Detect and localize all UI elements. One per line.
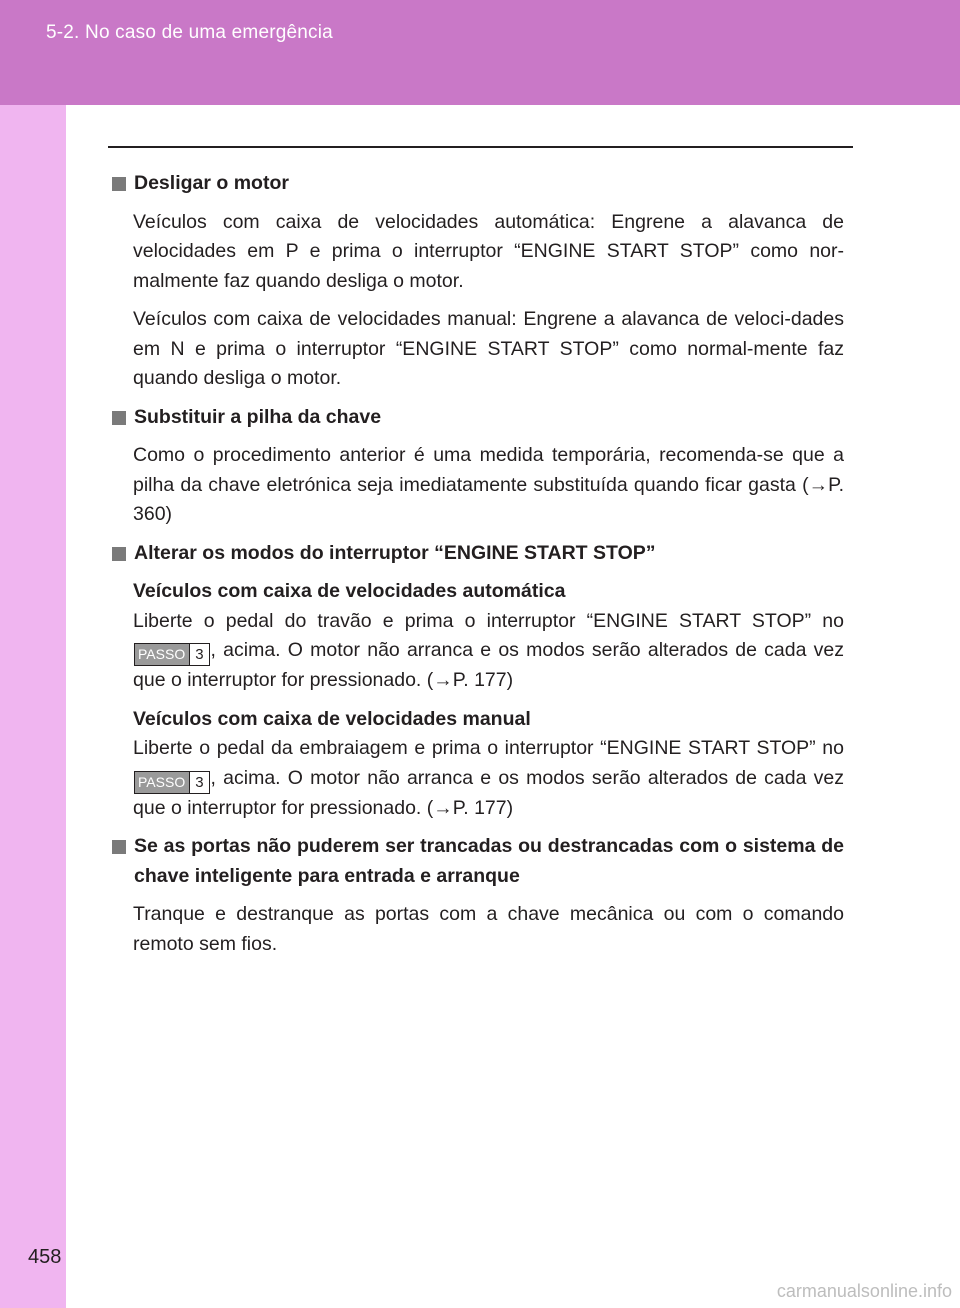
content	[112, 169, 844, 968]
text: Liberte o pedal do travão e prima o interruptor “ENGINE START STOP” no	[133, 609, 844, 632]
heading-portas	[112, 832, 844, 891]
bullet-square-icon	[112, 177, 126, 191]
subheading-automatic: Veículos com caixa de velocidades automática	[133, 580, 566, 602]
heading-alterar	[112, 539, 844, 569]
side-band	[0, 105, 66, 1308]
text: , acima. O motor não arranca e os modos serão alterados de cada vez que o interruptor for pressionado. (→P. 177)	[133, 766, 844, 819]
header-band	[0, 0, 960, 105]
passo-number: 3	[189, 644, 208, 665]
bullet-square-icon	[112, 547, 126, 561]
page-number: 458	[28, 1246, 62, 1268]
text: , acima. O motor não arranca e os modos serão alterados de cada vez que o interruptor for pressionado. (→P. 177)	[133, 639, 844, 691]
bullet-square-icon	[112, 840, 126, 854]
watermark: carmanualsonline.info	[776, 1281, 952, 1301]
heading-text: Se as portas não puderem ser trancadas ou destrancadas com o sistema de chave inteligente para entrada e arranque	[134, 835, 844, 887]
heading-desligar	[112, 169, 844, 199]
passo-label: PASSO	[138, 646, 186, 662]
paragraph: Como o procedimento anterior é uma medida temporária, recomenda-se que a pilha da chave eletrónica seja imediatamente substituída quando ficar gasta (→P. 360)	[133, 444, 844, 525]
text: Liberte o pedal da embraiagem e prima o interruptor “ENGINE START STOP” no	[133, 737, 844, 759]
passo-number: 3	[189, 772, 208, 793]
heading-text: Alterar os modos do interruptor “ENGINE START STOP”	[134, 541, 656, 564]
heading-substituir	[112, 403, 844, 433]
passo-badge	[134, 643, 210, 666]
section-title: 5-2. No caso de uma emergência	[46, 22, 333, 43]
paragraph: Veículos com caixa de velocidades automática: Engrene a alavanca de velocidades em P e prima o interruptor “ENGINE START STOP” como nor-malmente faz quando desliga o motor.	[133, 210, 844, 292]
passo-badge	[134, 771, 210, 794]
paragraph: Veículos com caixa de velocidades manual: Engrene a alavanca de veloci-dades em N e prima o interruptor “ENGINE START STOP” como normal-mente faz quando desliga o motor.	[133, 308, 844, 389]
passo-label: PASSO	[138, 773, 186, 790]
paragraph	[133, 607, 844, 696]
subheading-manual: Veículos com caixa de velocidades manual	[133, 707, 531, 730]
bullet-square-icon	[112, 411, 126, 425]
paragraph	[133, 734, 844, 823]
heading-text: Substituir a pilha da chave	[134, 405, 382, 428]
paragraph: Tranque e destranque as portas com a chave mecânica ou com o comando remoto sem fios.	[133, 903, 844, 955]
top-rule	[108, 146, 853, 148]
heading-text: Desligar o motor	[134, 172, 289, 194]
